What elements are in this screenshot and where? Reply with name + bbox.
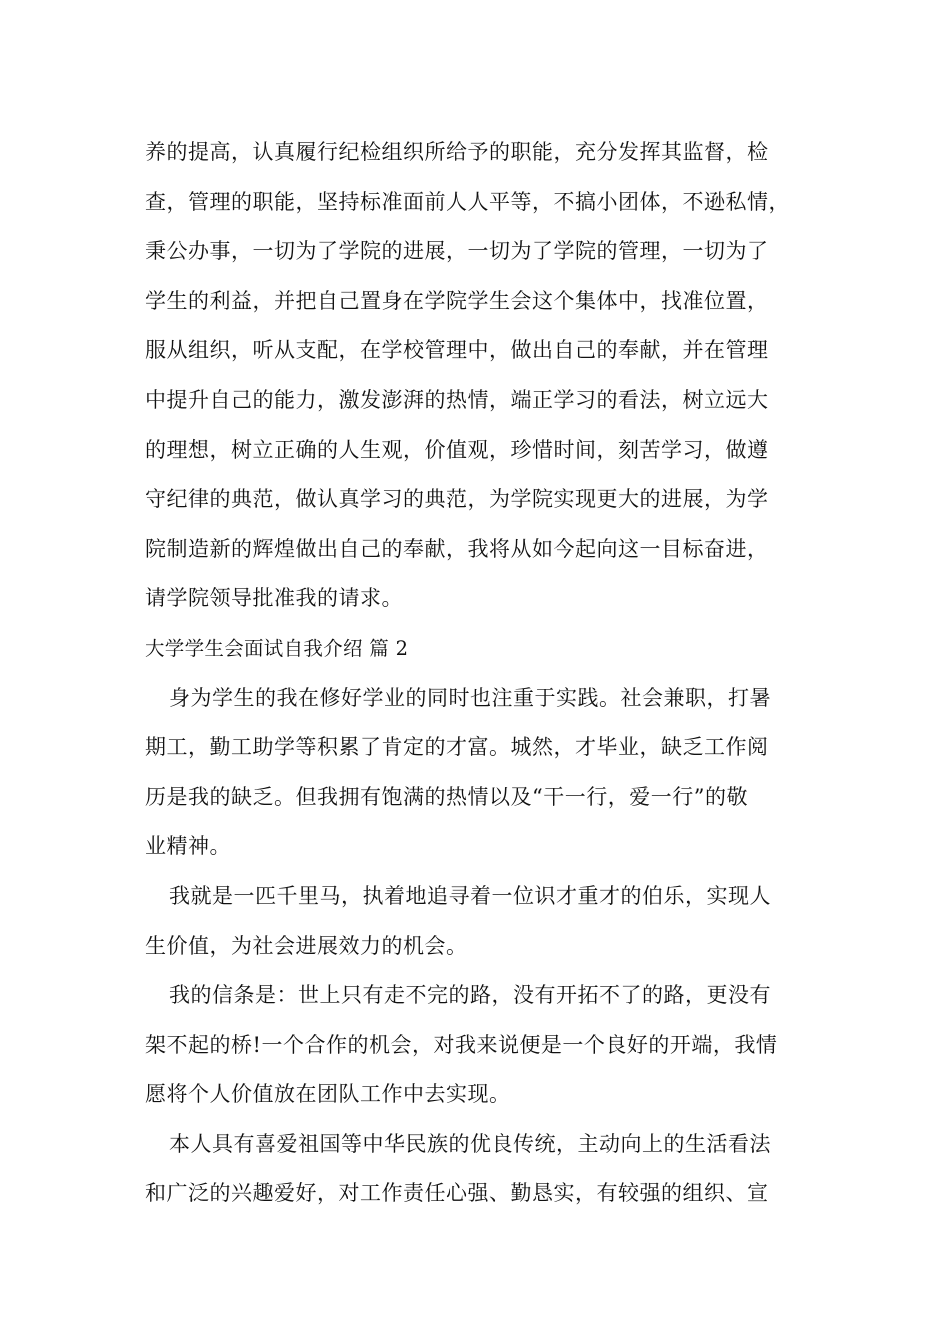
- paragraph-5: [145, 1120, 825, 1219]
- text-line: 期工，勤工助学等积累了肯定的才富。城然，才毕业，缺乏工作阅: [145, 735, 769, 760]
- text-line: 生价值，为社会进展效力的机会。: [145, 933, 468, 958]
- document-body: [145, 128, 825, 1219]
- text-line: 本人具有喜爱祖国等中华民族的优良传统，主动向上的生活看法: [169, 1131, 771, 1156]
- paragraph-1: [145, 128, 825, 624]
- text-line: 历是我的缺乏。但我拥有饱满的热情以及“干一行，爱一行”的敬: [145, 784, 748, 809]
- text-line: 业精神。: [145, 834, 231, 859]
- text-line: 和广泛的兴趣爱好，对工作责任心强、勤恳实，有较强的组织、宣: [145, 1181, 769, 1206]
- text-line: 养的提高，认真履行纪检组织所给予的职能，充分发挥其监督，检: [145, 140, 769, 164]
- text-line: 服从组织，听从支配，在学校管理中，做出自己的奉献，并在管理: [145, 338, 769, 363]
- text-line: 身为学生的我在修好学业的同时也注重于实践。社会兼职，打暑: [169, 685, 771, 710]
- text-line: 学生的利益，并把自己置身在学院学生会这个集体中，找准位置，: [145, 288, 769, 313]
- text-line: 的理想，树立正确的人生观，价值观，珍惜时间，刻苦学习，做遵: [145, 437, 769, 462]
- text-line: 愿将个人价值放在团队工作中去实现。: [145, 1082, 511, 1107]
- section-heading: 大学学生会面试自我介绍 篇 2: [145, 636, 409, 660]
- text-line: 我的信条是：世上只有走不完的路，没有开拓不了的路，更没有: [169, 983, 771, 1008]
- text-line: 院制造新的辉煌做出自己的奉献，我将从如今起向这一目标奋进，: [145, 536, 769, 561]
- paragraph-2: [145, 674, 825, 872]
- text-line: 架不起的桥!一个合作的机会，对我来说便是一个良好的开端，我情: [145, 1032, 778, 1057]
- paragraph-3: [145, 872, 825, 971]
- text-line: 守纪律的典范，做认真学习的典范，为学院实现更大的进展，为学: [145, 487, 769, 512]
- text-line: 我就是一匹千里马，执着地追寻着一位识才重才的伯乐，实现人: [169, 883, 771, 908]
- text-line: 秉公办事，一切为了学院的进展，一切为了学院的管理，一切为了: [145, 239, 769, 264]
- text-line: 中提升自己的能力，激发澎湃的热情，端正学习的看法，树立远大: [145, 387, 769, 412]
- text-line: 查，管理的职能，坚持标准面前人人平等，不搞小团体，不逊私情，: [145, 189, 790, 214]
- text-line: 请学院领导批准我的请求。: [145, 586, 403, 611]
- paragraph-4: [145, 971, 825, 1120]
